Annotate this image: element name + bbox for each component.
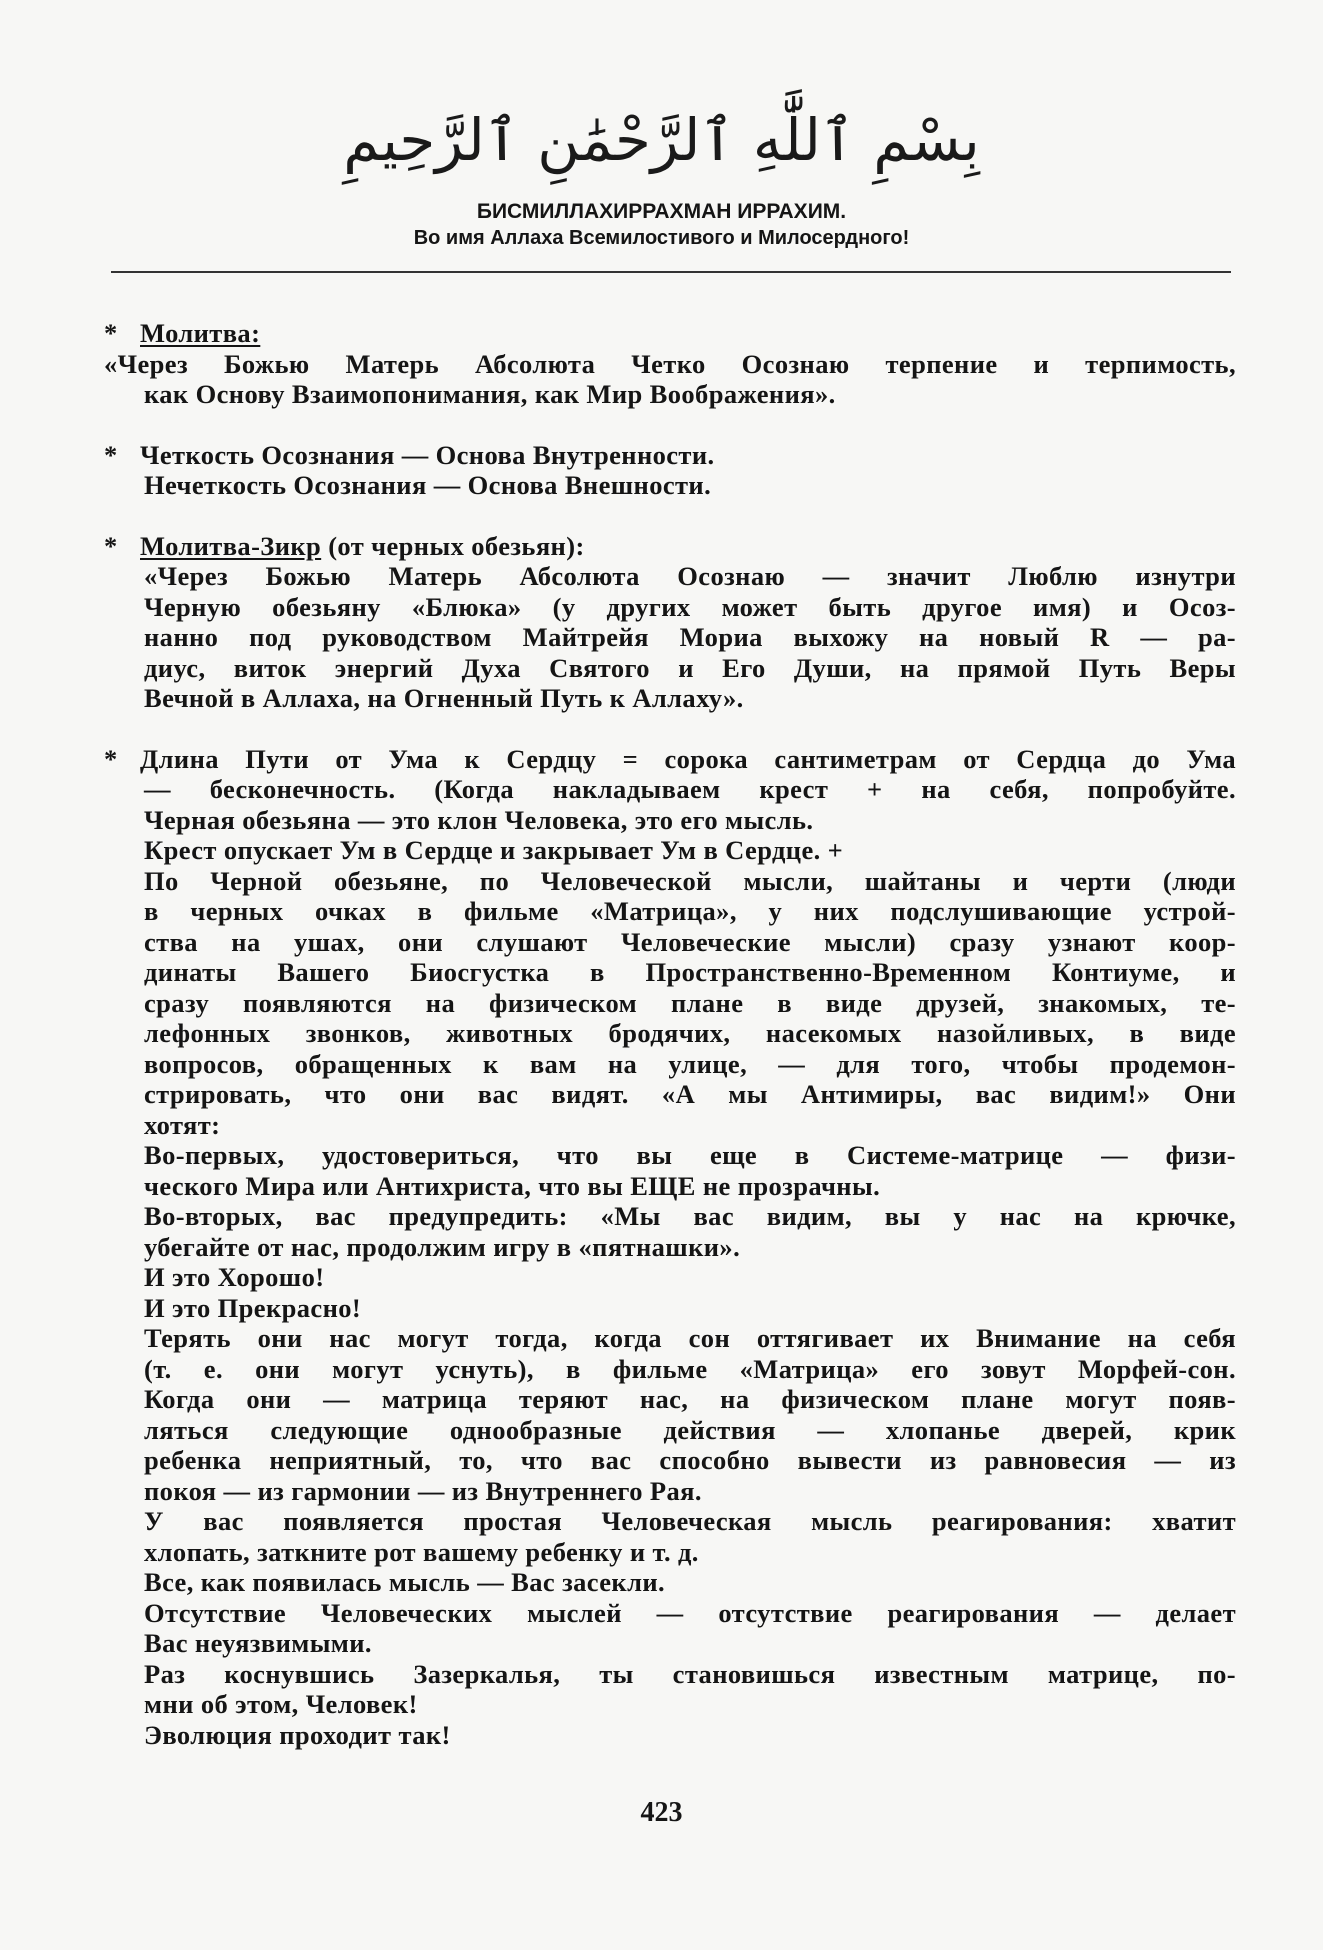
zikr-heading-note: (от черных обезьян):	[321, 530, 585, 561]
zikr-section	[104, 531, 1236, 714]
text-line: диус, виток энергий Духа Святого и Его Души, на прямой Путь Веры	[144, 652, 1236, 683]
text-line: Отсутствие Человеческих мыслей — отсутствие реагирования — делает	[144, 1597, 1236, 1628]
zikr-heading-line	[104, 531, 1236, 562]
text-line: Вас неуязвимыми.	[144, 1628, 372, 1658]
text-line: И это Прекрасно!	[144, 1292, 362, 1323]
text-line: нанно под руководством Майтрейя Мориа выхожу на новый R — ра-	[144, 622, 1236, 652]
text-line: По Черной обезьяне, по Человеческой мысли, шайтаны и черти (люди	[144, 865, 1236, 896]
text-line: стрировать, что они вас видят. «А мы Антимиры, вас видим!» Они	[144, 1079, 1236, 1109]
text-line: покоя — из гармонии — из Внутреннего Рая.	[144, 1475, 702, 1506]
text-line: — бесконечность. (Когда накладываем крест + на себя, попробуйте.	[144, 774, 1236, 804]
text-line: в черных очках в фильме «Матрица», у них подслушивающие устрой-	[144, 896, 1236, 926]
text-line	[104, 440, 1236, 471]
header-title: БИСМИЛЛАХИРРАХМАН ИРРАХИМ.	[476, 200, 847, 223]
text-line: Когда они — матрица теряют нас, на физическом плане могут появ-	[144, 1384, 1236, 1414]
prayer-heading: Молитва:	[140, 318, 261, 348]
text-line: «Через Божью Матерь Абсолюта Осознаю — значит Люблю изнутри	[144, 561, 1236, 591]
text-line: Черную обезьяну «Блюка» (у других может быть другое имя) и Осоз-	[144, 591, 1236, 622]
text-line: Крест опускает Ум в Сердце и закрывает Ум в Сердце. +	[144, 835, 844, 865]
text-line: (т. е. они могут уснуть), в фильме «Матрица» его зовут Морфей-сон.	[144, 1353, 1236, 1384]
header-divider	[111, 271, 1231, 273]
text-line: Эволюция проходит так!	[144, 1719, 451, 1750]
page-body	[104, 318, 1236, 1750]
text-line: мни об этом, Человек!	[144, 1689, 418, 1719]
text-line: хотят:	[144, 1109, 221, 1140]
text-line	[104, 744, 1236, 775]
text-line: Нечеткость Осознания — Основа Внешности.	[144, 470, 712, 500]
text-line-content: Четкость Осознания — Основа Внутренности.	[140, 439, 715, 470]
text-line: Черная обезьяна — это клон Человека, это его мысль.	[144, 804, 814, 835]
bullet-marker: *	[104, 743, 118, 774]
text-line: хлопать, заткните рот вашему ребенку и т. д.	[144, 1536, 699, 1567]
text-line: «Через Божью Матерь Абсолюта Четко Осознаю терпение и терпимость,	[104, 348, 1236, 379]
text-line: лефонных звонков, животных бродячих, насекомых назойливых, в виде	[144, 1018, 1236, 1048]
text-line: Вечной в Аллаха, на Огненный Путь к Аллаху».	[144, 683, 744, 713]
basmala-calligraphy: بِسْمِ ٱللَّٰهِ ٱلرَّحْمَٰنِ ٱلرَّحِيمِ	[343, 106, 980, 174]
text-line: сразу появляются на физическом плане в виде друзей, знакомых, те-	[144, 987, 1236, 1018]
zikr-heading: Молитва-Зикр	[140, 530, 322, 561]
text-line: ства на ушах, они слушают Человеческие мысли) сразу узнают коор-	[144, 926, 1236, 957]
prayer-heading-line	[104, 318, 1236, 349]
text-line: У вас появляется простая Человеческая мысль реагирования: хватит	[144, 1506, 1236, 1536]
text-line-content: Длина Пути от Ума к Сердцу = сорока сантиметрам от Сердца до Ума	[140, 743, 1236, 774]
text-line: ляться следующие однообразные действия — хлопанье дверей, крик	[144, 1414, 1236, 1445]
prayer-section	[104, 318, 1236, 410]
text-line: Раз коснувшись Зазеркалья, ты становишься известным матрице, по-	[144, 1658, 1236, 1689]
text-line: ребенка неприятный, то, что вас способно вывести из равновесия — из	[144, 1445, 1236, 1475]
text-line: Во-вторых, вас предупредить: «Мы вас видим, вы у нас на крючке,	[144, 1201, 1236, 1231]
text-line: ческого Мира или Антихриста, что вы ЕЩЕ не прозрачны.	[144, 1170, 881, 1201]
text-line: Терять они нас могут тогда, когда сон оттягивает их Внимание на себя	[144, 1323, 1236, 1353]
page-header	[0, 95, 1323, 251]
page-number: 423	[640, 1797, 683, 1828]
header-subtitle: Во имя Аллаха Всемилостивого и Милосердного!	[413, 227, 910, 249]
text-line: Все, как появилась мысль — Вас засекли.	[144, 1567, 666, 1597]
text-line: вопросов, обращенных к вам на улице, — для того, чтобы продемон-	[144, 1048, 1236, 1079]
text-line: динаты Вашего Биосгустка в Пространственно-Временном Контиуме, и	[144, 957, 1236, 987]
bullet-marker: *	[104, 530, 118, 561]
path-section	[104, 744, 1236, 1751]
bullet-marker: *	[104, 439, 118, 470]
text-line: Во-первых, удостовериться, что вы еще в Системе-матрице — физи-	[144, 1140, 1236, 1170]
text-line: как Основу Взаимопонимания, как Мир Воображения».	[144, 379, 836, 409]
text-line: И это Хорошо!	[144, 1262, 325, 1292]
bullet-marker: *	[104, 318, 118, 348]
clarity-section	[104, 440, 1236, 501]
text-line: убегайте от нас, продолжим игру в «пятнашки».	[144, 1231, 741, 1262]
